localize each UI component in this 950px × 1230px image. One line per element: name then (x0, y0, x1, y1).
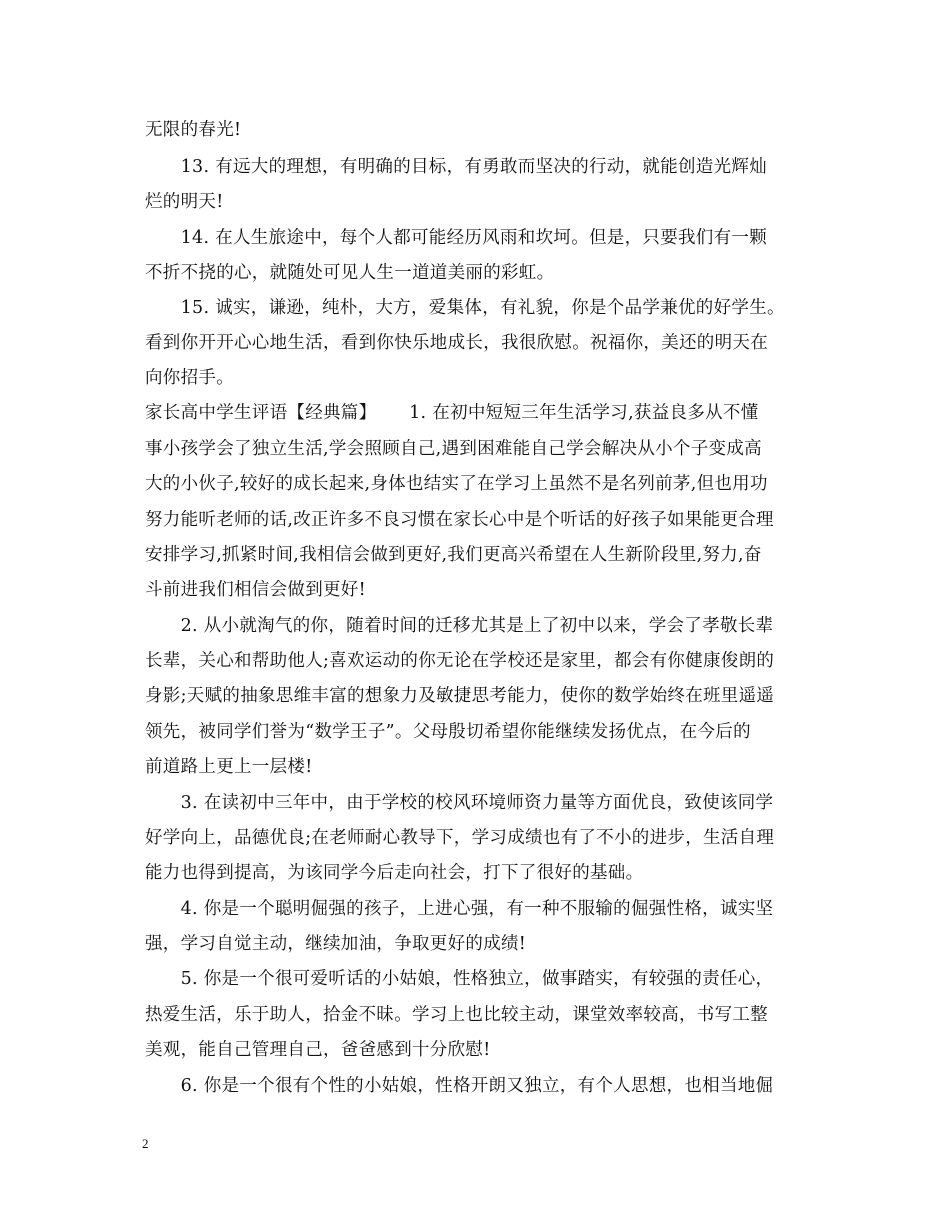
text-line: 6. 你是一个很有个性的小姑娘，性格开朗又独立，有个人思想，也相当地倔 (145, 1076, 774, 1096)
text-line: 15. 诚实，谦逊，纯朴，大方，爱集体，有礼貌，你是个品学兼优的好学生。 (145, 298, 785, 318)
text-line: 美观，能自己管理自己，爸爸感到十分欣慰! (145, 1040, 491, 1060)
page-number: 2 (142, 1136, 149, 1151)
text-line: 大的小伙子,较好的成长起来,身体也结实了在学习上虽然不是名列前茅,但也用功 (145, 474, 768, 494)
text-line: 3. 在读初中三年中，由于学校的校风环境师资力量等方面优良，致使该同学 (145, 793, 774, 813)
text-line: 努力能听老师的话,改正许多不良习惯在家长心中是个听话的好孩子如果能更合理 (145, 510, 774, 530)
text-line: 向你招手。 (145, 368, 234, 388)
text-line: 13. 有远大的理想，有明确的目标，有勇敢而坚决的行动，就能创造光辉灿 (145, 157, 767, 177)
text-line: 领先，被同学们誉为“数学王子”。父母殷切希望你能继续发扬优点，在今后的 (145, 722, 751, 742)
text-line: 前道路上更上一层楼! (145, 757, 313, 777)
text-line: 斗前进我们相信会做到更好! (145, 580, 366, 600)
text-line: 14. 在人生旅途中，每个人都可能经历风雨和坎坷。但是，只要我们有一颗 (145, 228, 767, 248)
text-line: 无限的春光! (145, 120, 242, 140)
text-line: 5. 你是一个很可爱听话的小姑娘，性格独立，做事踏实，有较强的责任心， (145, 969, 774, 989)
text-line: 热爱生活，乐于助人，拾金不昧。学习上也比较主动，课堂效率较高，书写工整 (145, 1005, 768, 1025)
text-line: 身影;天赋的抽象思维丰富的想象力及敏捷思考能力，使你的数学始终在班里遥遥 (145, 686, 775, 706)
text-line: 看到你开开心心地生活，看到你快乐地成长，我很欣慰。祝福你，美还的明天在 (145, 333, 768, 353)
text-line: 2. 从小就淘气的你，随着时间的迁移尤其是上了初中以来，学会了孝敬长辈 (145, 616, 774, 636)
text-line: 烂的明天! (145, 192, 224, 212)
text-line: 强，学习自觉主动，继续加油，争取更好的成绩! (145, 934, 527, 954)
text-line: 事小孩学会了独立生活,学会照顾自己,遇到困难能自己学会解决从小个子变成高 (145, 439, 762, 459)
text-line: 好学向上，品德优良;在老师耐心教导下，学习成绩也有了不小的进步，生活自理 (145, 828, 775, 848)
text-line: 4. 你是一个聪明倔强的孩子，上进心强，有一种不服输的倔强性格，诚实坚 (145, 899, 774, 919)
text-line: 安排学习,抓紧时间,我相信会做到更好,我们更高兴希望在人生新阶段里,努力,奋 (145, 545, 762, 565)
text-line: 不折不挠的心，就随处可见人生一道道美丽的彩虹。 (145, 263, 555, 283)
text-line: 长辈，关心和帮助他人;喜欢运动的你无论在学校还是家里，都会有你健康俊朗的 (145, 651, 775, 671)
section-heading-line: 家长高中学生评语【经典篇】 1. 在初中短短三年生活学习,获益良多从不懂 (145, 403, 759, 423)
text-line: 能力也得到提高，为该同学今后走向社会，打下了很好的基础。 (145, 863, 644, 883)
